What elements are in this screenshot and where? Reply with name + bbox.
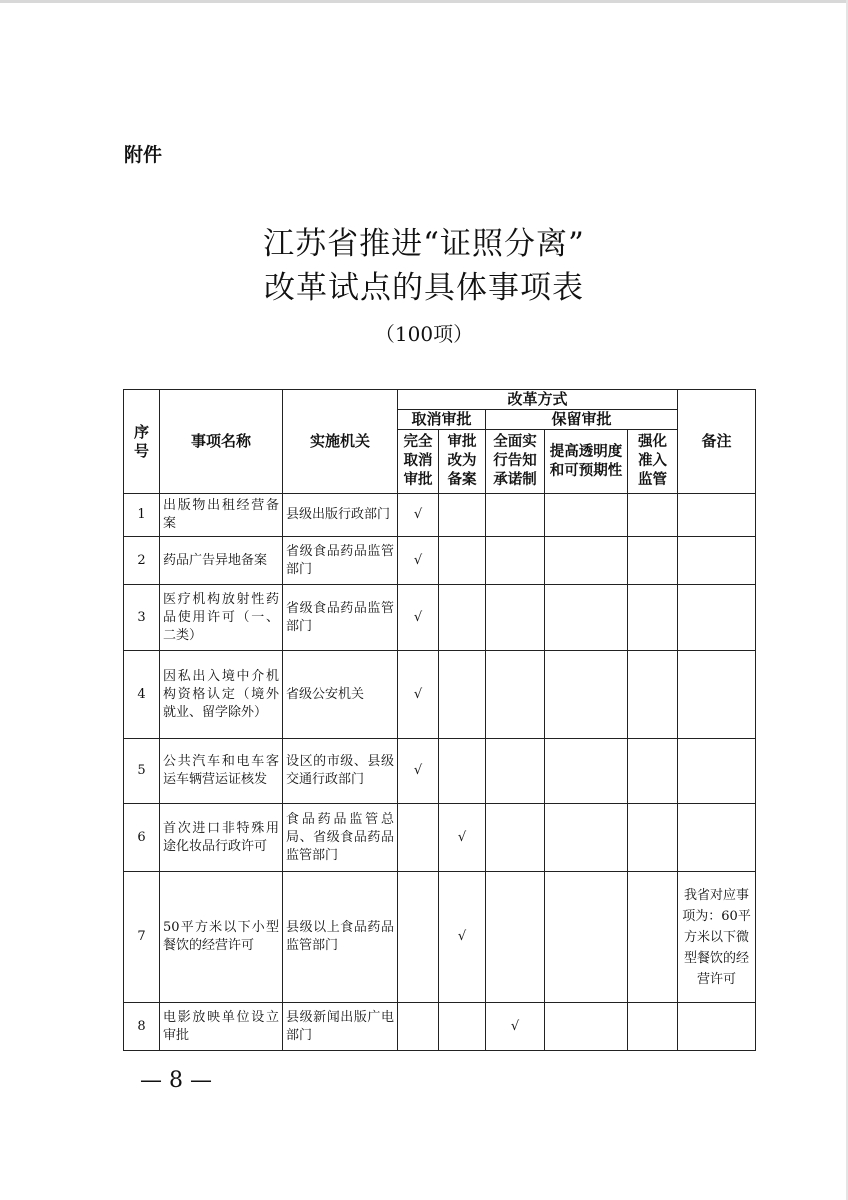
row-seq: 1: [124, 494, 160, 537]
header-cancel-approval: 取消审批: [398, 410, 486, 430]
row-supervision-mark: [628, 739, 678, 804]
row-item-name: 出版物出租经营备案: [160, 494, 283, 537]
header-to-record: 审批改为备案: [439, 430, 486, 494]
header-seq: 序号: [124, 390, 160, 494]
row-full-cancel-mark: [398, 804, 439, 872]
row-supervision-mark: [628, 585, 678, 651]
row-item-name: 医疗机构放射性药品使用许可（一、二类）: [160, 585, 283, 651]
row-commitment-mark: [486, 739, 545, 804]
row-full-cancel-mark: [398, 872, 439, 1003]
header-supervision: 强化准入监管: [628, 430, 678, 494]
table-row: [124, 651, 756, 739]
table-row: [124, 739, 756, 804]
row-full-cancel-mark: [398, 1003, 439, 1051]
row-item-name: 50平方米以下小型餐饮的经营许可: [160, 872, 283, 1003]
row-commitment-mark: [486, 651, 545, 739]
row-agency: 县级新闻出版广电部门: [283, 1003, 398, 1051]
row-to-record-mark: √: [439, 804, 486, 872]
row-item-name: 因私出入境中介机构资格认定（境外就业、留学除外）: [160, 651, 283, 739]
row-agency: 省级食品药品监管部门: [283, 537, 398, 585]
row-agency: 食品药品监管总局、省级食品药品监管部门: [283, 804, 398, 872]
row-supervision-mark: [628, 1003, 678, 1051]
row-to-record-mark: [439, 585, 486, 651]
row-seq: 6: [124, 804, 160, 872]
row-item-name: 药品广告异地备案: [160, 537, 283, 585]
row-commitment-mark: [486, 585, 545, 651]
row-transparency-mark: [545, 872, 628, 1003]
row-transparency-mark: [545, 804, 628, 872]
table-row: [124, 494, 756, 537]
row-to-record-mark: [439, 1003, 486, 1051]
row-agency: 设区的市级、县级交通行政部门: [283, 739, 398, 804]
row-supervision-mark: [628, 872, 678, 1003]
row-full-cancel-mark: √: [398, 585, 439, 651]
row-commitment-mark: [486, 537, 545, 585]
row-supervision-mark: [628, 537, 678, 585]
item-count: （100项）: [374, 322, 474, 346]
reform-items-table: [123, 389, 756, 1051]
table-row: [124, 804, 756, 872]
table-row: [124, 537, 756, 585]
row-remark: 我省对应事项为：60平方米以下微型餐饮的经营许可: [678, 872, 756, 1003]
header-reform-method: 改革方式: [398, 390, 678, 410]
row-to-record-mark: [439, 739, 486, 804]
row-transparency-mark: [545, 585, 628, 651]
row-full-cancel-mark: √: [398, 537, 439, 585]
row-seq: 5: [124, 739, 160, 804]
row-full-cancel-mark: √: [398, 651, 439, 739]
table-row: [124, 585, 756, 651]
row-commitment-mark: √: [486, 1003, 545, 1051]
header-full-cancel: 完全取消审批: [398, 430, 439, 494]
row-seq: 4: [124, 651, 160, 739]
table-row: [124, 1003, 756, 1051]
row-supervision-mark: [628, 804, 678, 872]
row-item-name: 电影放映单位设立审批: [160, 1003, 283, 1051]
row-transparency-mark: [545, 494, 628, 537]
row-transparency-mark: [545, 537, 628, 585]
row-to-record-mark: [439, 494, 486, 537]
document-title-line-1: 江苏省推进“证照分离”: [263, 226, 585, 262]
row-agency: 省级公安机关: [283, 651, 398, 739]
row-commitment-mark: [486, 804, 545, 872]
header-commitment: 全面实行告知承诺制: [486, 430, 545, 494]
document-title-line-2: 改革试点的具体事项表: [264, 270, 584, 306]
row-to-record-mark: [439, 651, 486, 739]
row-seq: 2: [124, 537, 160, 585]
row-commitment-mark: [486, 872, 545, 1003]
row-remark: [678, 1003, 756, 1051]
header-transparency: 提高透明度和可预期性: [545, 430, 628, 494]
row-transparency-mark: [545, 1003, 628, 1051]
row-full-cancel-mark: √: [398, 494, 439, 537]
header-remark: 备注: [678, 390, 756, 494]
row-seq: 3: [124, 585, 160, 651]
row-item-name: 公共汽车和电车客运车辆营运证核发: [160, 739, 283, 804]
row-supervision-mark: [628, 494, 678, 537]
header-name: 事项名称: [160, 390, 283, 494]
row-agency: 省级食品药品监管部门: [283, 585, 398, 651]
row-remark: [678, 651, 756, 739]
table-row: [124, 872, 756, 1003]
attachment-label: 附件: [124, 144, 163, 166]
row-commitment-mark: [486, 494, 545, 537]
row-full-cancel-mark: √: [398, 739, 439, 804]
row-remark: [678, 494, 756, 537]
row-transparency-mark: [545, 739, 628, 804]
header-retain-approval: 保留审批: [486, 410, 678, 430]
row-seq: 8: [124, 1003, 160, 1051]
row-remark: [678, 585, 756, 651]
row-item-name: 首次进口非特殊用途化妆品行政许可: [160, 804, 283, 872]
header-agency: 实施机关: [283, 390, 398, 494]
scan-edge: [0, 0, 848, 3]
row-remark: [678, 739, 756, 804]
row-seq: 7: [124, 872, 160, 1003]
row-transparency-mark: [545, 651, 628, 739]
row-supervision-mark: [628, 651, 678, 739]
row-remark: [678, 804, 756, 872]
row-to-record-mark: √: [439, 872, 486, 1003]
row-to-record-mark: [439, 537, 486, 585]
row-agency: 县级以上食品药品监管部门: [283, 872, 398, 1003]
row-agency: 县级出版行政部门: [283, 494, 398, 537]
row-remark: [678, 537, 756, 585]
page-number: — 8 —: [140, 1068, 212, 1093]
